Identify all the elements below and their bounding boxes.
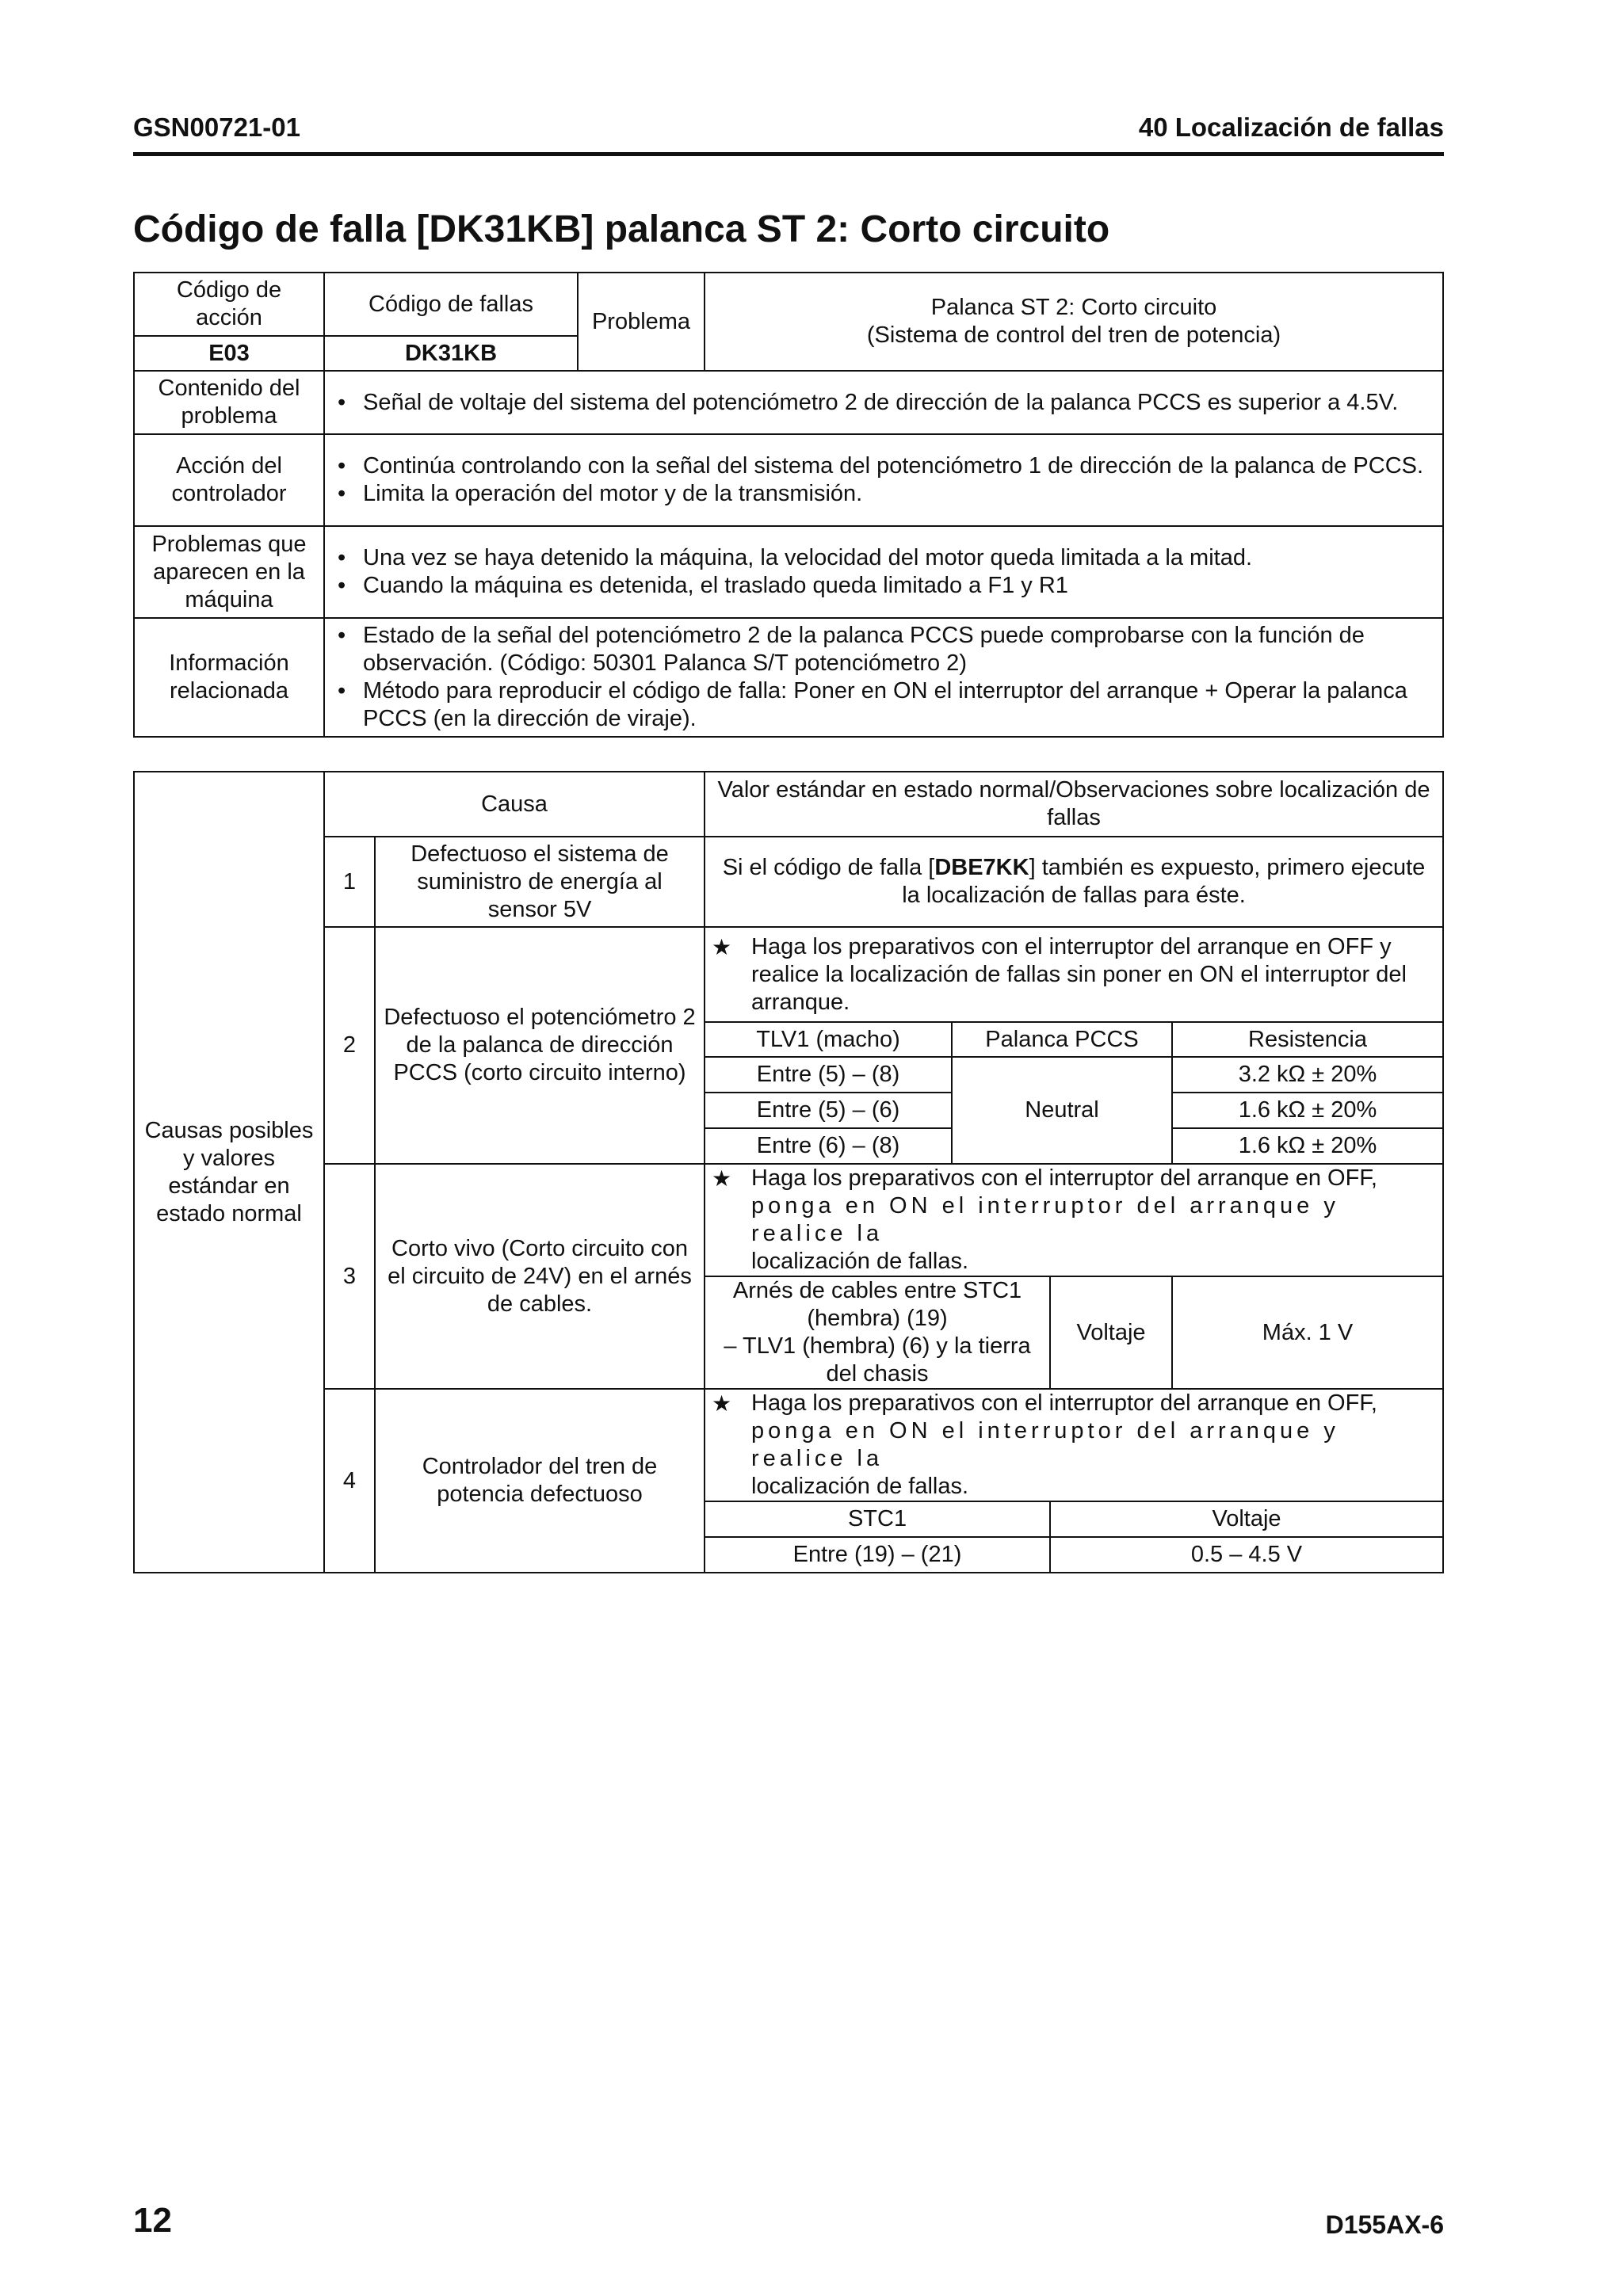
cause-number: 1 (324, 837, 375, 927)
problem-text-1: Palanca ST 2: Corto circuito (930, 295, 1217, 320)
between-pins: Entre (5) – (6) (705, 1093, 952, 1128)
cause-text: Defectuoso el sistema de suministro de energía al sensor 5V (375, 837, 705, 927)
problem-description (705, 273, 1443, 371)
column-resistance: Resistencia (1172, 1022, 1443, 1057)
fault-code: DK31KB (324, 336, 578, 371)
cause-note (705, 837, 1443, 927)
content-item: • Señal de voltaje del sistema del potenciómetro 2 de dirección de la palanca PCCS es superior a 4.5V. (331, 389, 1436, 417)
machine-item: • Cuando la máquina es detenida, el traslado queda limitado a F1 y R1 (331, 572, 1436, 600)
column-voltage: Voltaje (1050, 1501, 1443, 1537)
causes-table (133, 771, 1444, 1573)
machine-cell (324, 526, 1443, 618)
cause-instruction (705, 927, 1443, 1022)
harness-description (705, 1276, 1050, 1389)
related-item: • Estado de la señal del potenciómetro 2 de la palanca PCCS puede comprobarse con la función de observación. (Código: 50301 Palanca S/T potenciómetro 2) (331, 622, 1436, 677)
measure-limit: Máx. 1 V (1172, 1276, 1443, 1389)
causes-side-label: Causas posibles y valores estándar en estado normal (134, 772, 324, 1573)
cause-text: Defectuoso el potenciómetro 2 de la palanca de dirección PCCS (corto circuito interno) (375, 927, 705, 1164)
controller-item: • Limita la operación del motor y de la transmisión. (331, 480, 1436, 508)
cause-number: 3 (324, 1164, 375, 1389)
content-label: Contenido del problema (134, 371, 324, 434)
problem-text-2: (Sistema de control del tren de potencia) (866, 322, 1281, 348)
column-connector: STC1 (705, 1501, 1050, 1537)
between-pins: Entre (5) – (8) (705, 1057, 952, 1093)
cause-number: 2 (324, 927, 375, 1164)
action-code-label: Código de acción (134, 273, 324, 336)
value-header: Valor estándar en estado normal/Observaciones sobre localización de fallas (705, 772, 1443, 837)
resistance-value: 3.2 kΩ ± 20% (1172, 1057, 1443, 1093)
fault-code-label: Código de fallas (324, 273, 578, 336)
cause-number: 4 (324, 1389, 375, 1573)
note-code: DBE7KK (934, 855, 1029, 880)
content-cell (324, 371, 1443, 434)
harness-line: – TLV1 (hembra) (6) y la tierra del chasis (724, 1333, 1031, 1386)
between-pins: Entre (6) – (8) (705, 1128, 952, 1164)
controller-label: Acción del controlador (134, 434, 324, 526)
measure-label: Voltaje (1050, 1276, 1172, 1389)
header-rule (133, 152, 1444, 156)
cause-header: Causa (324, 772, 705, 837)
lever-state: Neutral (952, 1057, 1172, 1164)
column-lever: Palanca PCCS (952, 1022, 1172, 1057)
problem-label: Problema (578, 273, 705, 371)
column-connector: TLV1 (macho) (705, 1022, 952, 1057)
cause-text: Controlador del tren de potencia defectuoso (375, 1389, 705, 1573)
related-cell (324, 618, 1443, 737)
instruction-line: ponga en ON el interruptor del arranque y realice la (751, 1418, 1339, 1471)
instruction-text: ★ Haga los preparativos con el interruptor del arranque en OFF y realice la localización de fallas sin poner en ON el interruptor del arranque. (707, 933, 1438, 1016)
resistance-value: 1.6 kΩ ± 20% (1172, 1093, 1443, 1128)
document-code: GSN00721-01 (133, 113, 300, 142)
harness-line: Arnés de cables entre STC1 (hembra) (19) (732, 1278, 1022, 1331)
cause-instruction (705, 1164, 1443, 1276)
note-post: ] también es expuesto, primero ejecute la localización de fallas para éste. (902, 855, 1426, 908)
instruction-line: ★ Haga los preparativos con el interruptor del arranque en OFF, (707, 1165, 1438, 1192)
machine-label: Problemas que aparecen en la máquina (134, 526, 324, 618)
related-item: • Método para reproducir el código de falla: Poner en ON el interruptor del arranque + Operar la palanca PCCS (en la dirección de viraje). (331, 677, 1436, 733)
cause-instruction (705, 1389, 1443, 1501)
model-code: D155AX-6 (1325, 2210, 1444, 2239)
action-code: E03 (134, 336, 324, 371)
voltage-value: 0.5 – 4.5 V (1050, 1537, 1443, 1573)
resistance-value: 1.6 kΩ ± 20% (1172, 1128, 1443, 1164)
instruction-line: ★ Haga los preparativos con el interruptor del arranque en OFF, (707, 1390, 1438, 1417)
controller-item: • Continúa controlando con la señal del sistema del potenciómetro 1 de dirección de la palanca de PCCS. (331, 452, 1436, 480)
instruction-line: localización de fallas. (751, 1249, 969, 1274)
controller-cell (324, 434, 1443, 526)
cause-text: Corto vivo (Corto circuito con el circuito de 24V) en el arnés de cables. (375, 1164, 705, 1389)
fault-info-table (133, 272, 1444, 738)
page-number: 12 (133, 2201, 172, 2240)
note-pre: Si el código de falla [ (722, 855, 935, 880)
instruction-line: localización de fallas. (751, 1474, 969, 1499)
machine-item: • Una vez se haya detenido la máquina, la velocidad del motor queda limitada a la mitad. (331, 544, 1436, 572)
related-label: Información relacionada (134, 618, 324, 737)
page-title: Código de falla [DK31KB] palanca ST 2: Corto circuito (133, 208, 1110, 250)
between-pins: Entre (19) – (21) (705, 1537, 1050, 1573)
section-title: 40 Localización de fallas (1138, 113, 1444, 142)
instruction-line: ponga en ON el interruptor del arranque y realice la (751, 1193, 1339, 1246)
